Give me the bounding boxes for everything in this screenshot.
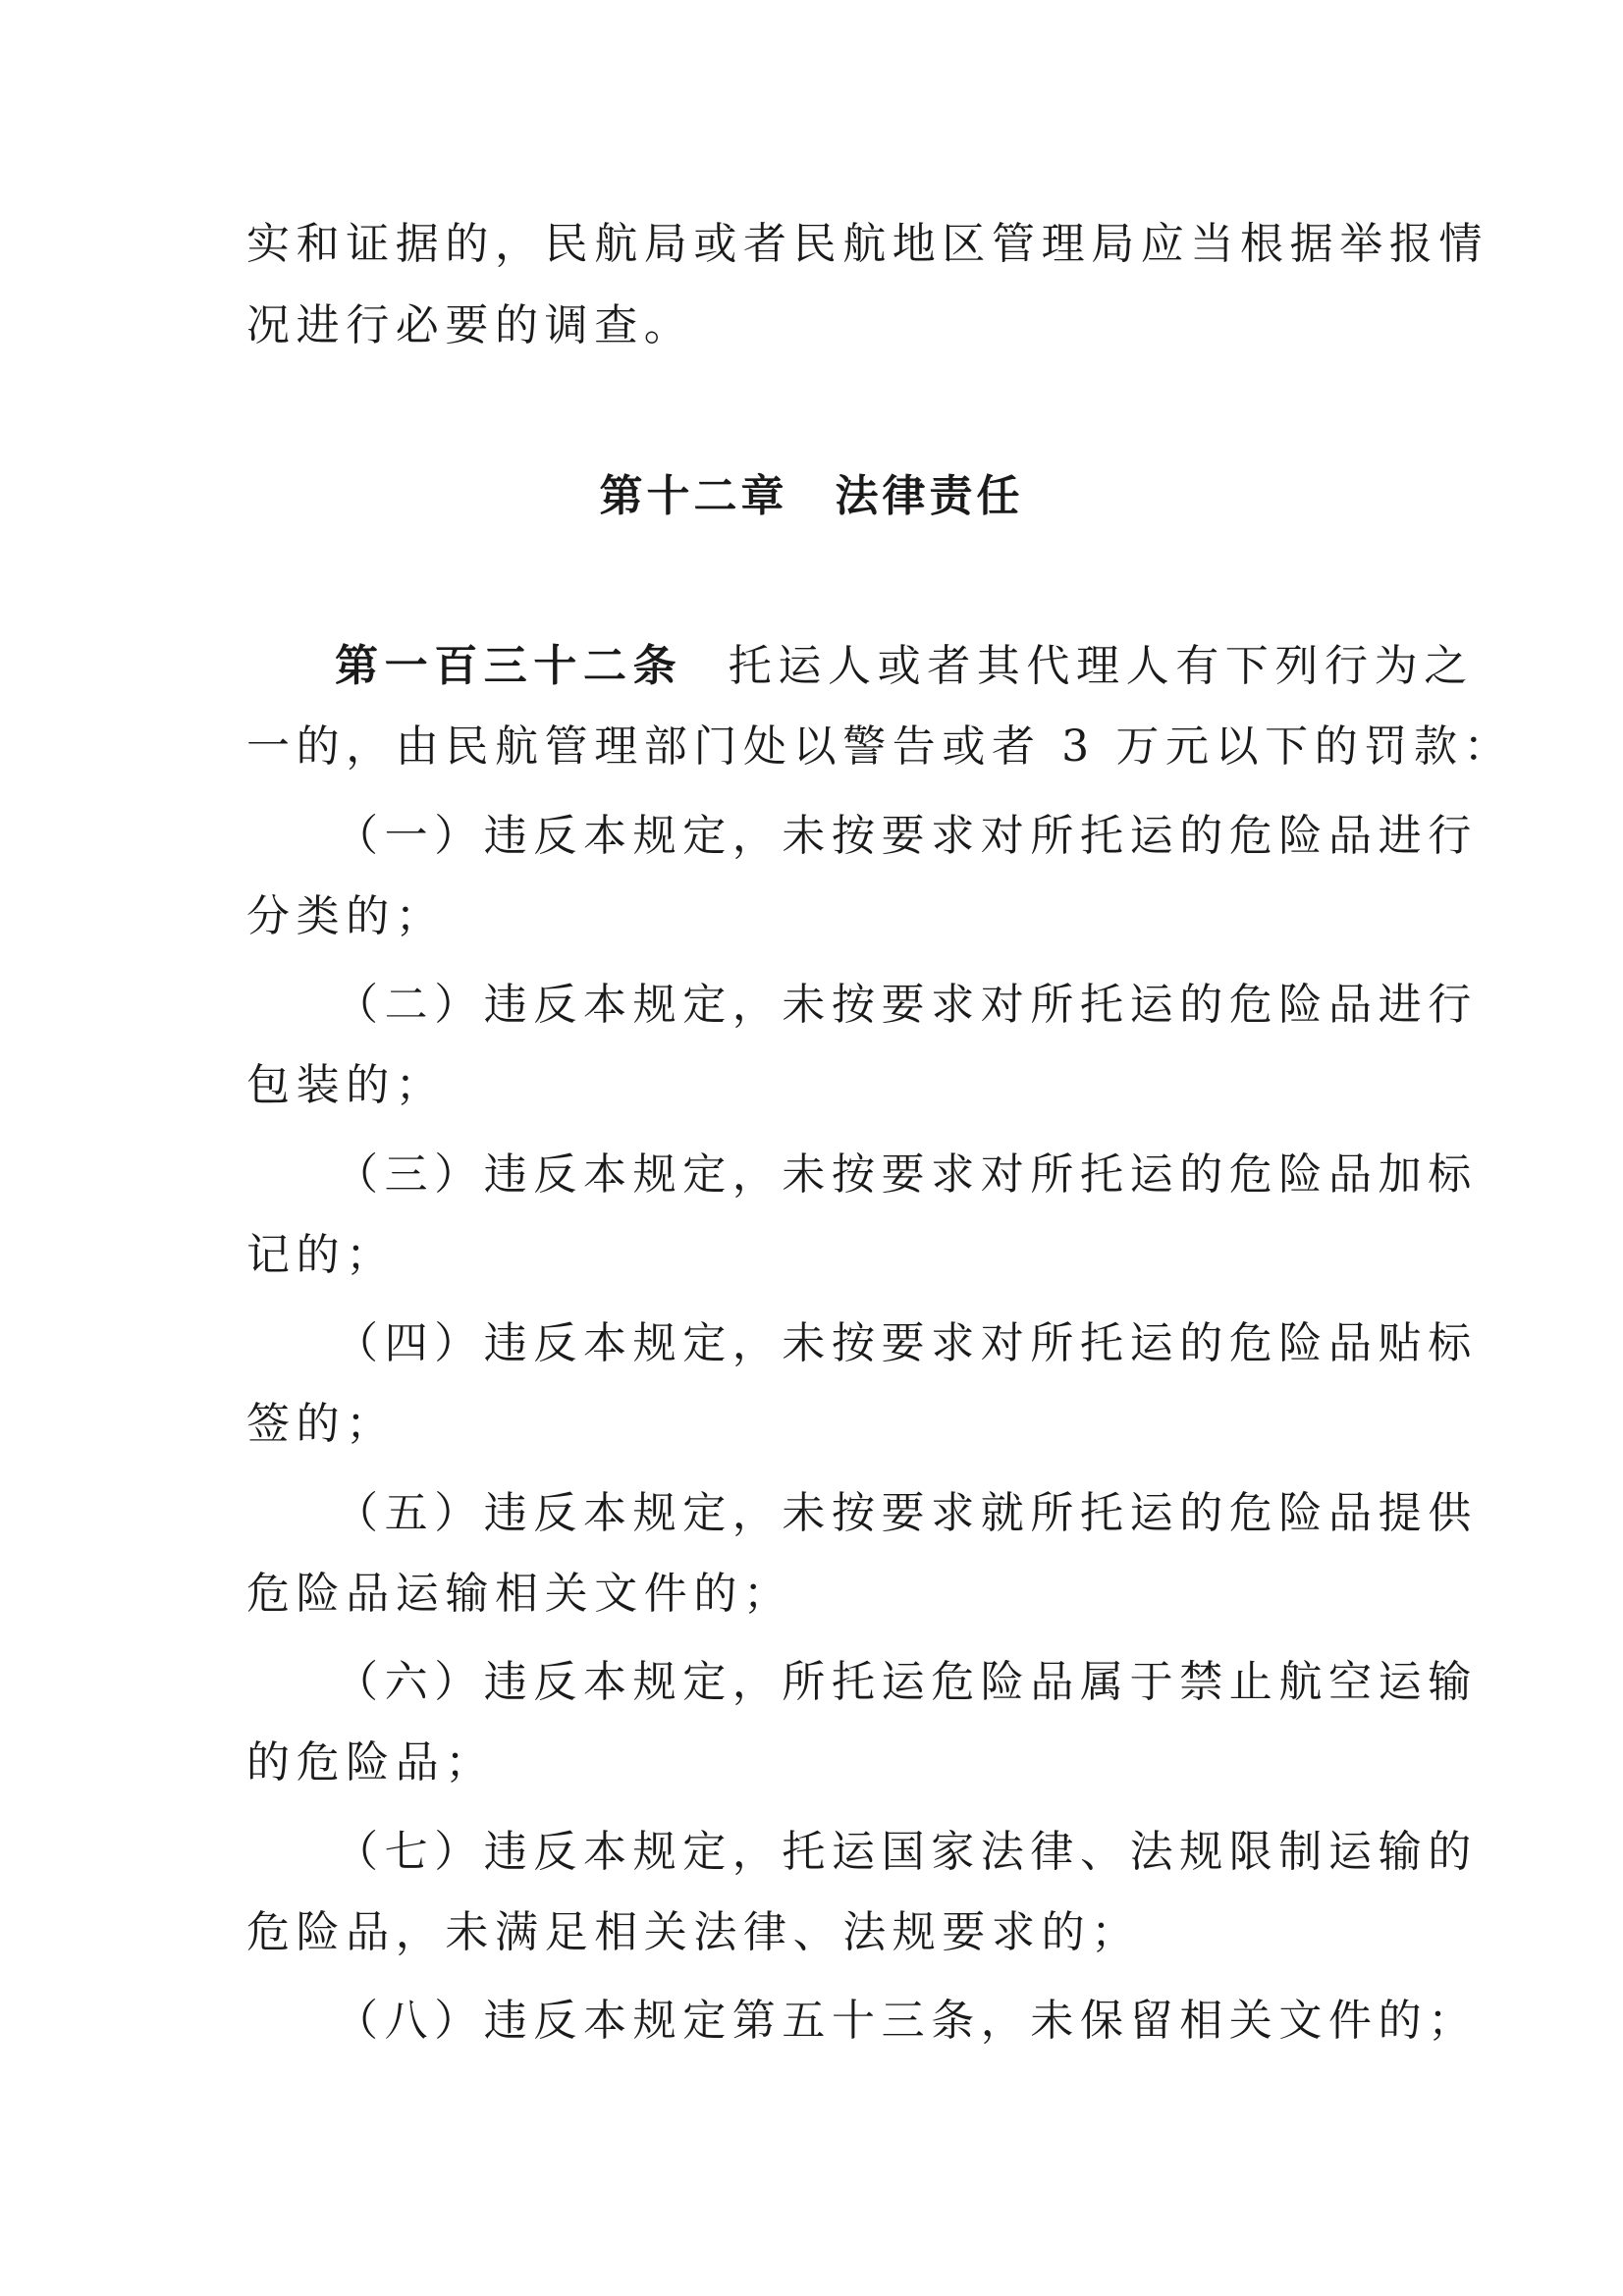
item-6-line-1: （六）违反本规定，所托运危险品属于禁止航空运输 — [335, 1657, 1478, 1707]
item-5-line-2: 危险品运输相关文件的； — [246, 1569, 793, 1619]
item-2-line-1: （二）违反本规定，未按要求对所托运的危险品进行 — [335, 980, 1478, 1030]
chapter-heading: 第十二章 法律责任 — [599, 471, 1024, 521]
item-7-line-2: 危险品，未满足相关法律、法规要求的； — [246, 1907, 1141, 1957]
item-5-line-1: （五）违反本规定，未按要求就所托运的危险品提供 — [335, 1488, 1478, 1538]
article-second-line: 一的，由民航管理部门处以警告或者 3 万元以下的罚款： — [246, 721, 1514, 772]
item-6-line-2: 的危险品； — [246, 1737, 495, 1788]
continuation-line-1: 实和证据的，民航局或者民航地区管理局应当根据举报情 — [246, 219, 1488, 269]
article-text-start: 托运人或者其代理人有下列行为之 — [728, 641, 1474, 691]
item-4-line-1: （四）违反本规定，未按要求对所托运的危险品贴标 — [335, 1318, 1478, 1368]
item-1-line-2: 分类的； — [246, 891, 446, 941]
item-1-line-1: （一）违反本规定，未按要求对所托运的危险品进行 — [335, 811, 1478, 861]
article-number: 第一百三十二条 — [335, 641, 683, 691]
item-8-line-1: （八）违反本规定第五十三条，未保留相关文件的； — [335, 1996, 1478, 2046]
item-3-line-1: （三）违反本规定，未按要求对所托运的危险品加标 — [335, 1149, 1478, 1200]
item-3-line-2: 记的； — [246, 1230, 396, 1280]
item-2-line-2: 包装的； — [246, 1060, 446, 1110]
continuation-line-2: 况进行必要的调查。 — [246, 300, 694, 350]
item-7-line-1: （七）违反本规定，托运国家法律、法规限制运输的 — [335, 1827, 1478, 1877]
item-4-line-2: 签的； — [246, 1399, 396, 1449]
article-first-line — [335, 637, 1474, 696]
